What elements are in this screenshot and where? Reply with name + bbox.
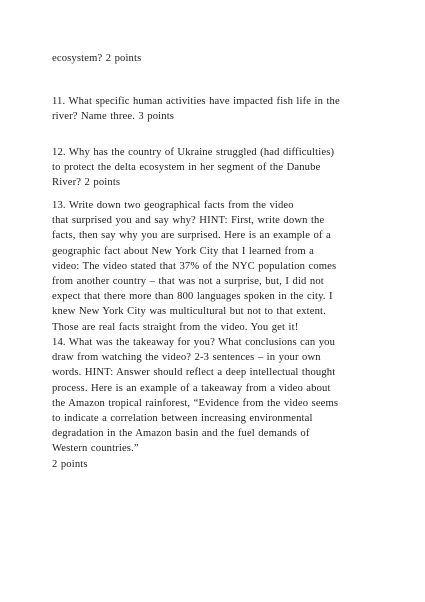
- text-line: facts, then say why you are surprised. Here is an example of a: [52, 230, 331, 242]
- question-10-ending: [52, 51, 382, 66]
- text-line: river? Name three. 3 points: [52, 111, 175, 123]
- text-line: expect that there more than 800 languages spoken in the city. I: [52, 291, 333, 303]
- question-11: [52, 94, 382, 124]
- text-line: draw from watching the video? 2-3 sentences – in your own: [52, 352, 321, 364]
- text-line: geographic fact about New York City that I learned from a: [52, 245, 314, 257]
- text-line: that surprised you and say why? HINT: First, write down the: [52, 215, 325, 227]
- text-line: to protect the delta ecosystem in her segment of the Danube: [52, 162, 321, 174]
- text-line: process. Here is an example of a takeaway from a video about: [52, 382, 331, 394]
- text-line: River? 2 points: [52, 177, 121, 189]
- question-13: [52, 198, 382, 335]
- text-line: 11. What specific human activities have impacted fish life in the: [52, 96, 340, 107]
- text-line: Western countries.”: [52, 443, 139, 455]
- text-line: from another country – that was not a surprise, but, I did not: [52, 276, 324, 288]
- question-14: [52, 335, 382, 472]
- text-line: 14. What was the takeaway for you? What conclusions can you: [52, 337, 336, 348]
- text-line: 13. Write down two geographical facts from the video: [52, 200, 294, 211]
- text-line: the Amazon tropical rainforest, “Evidence from the video seems: [52, 397, 339, 409]
- text-line: video: The video stated that 37% of the NYC population comes: [52, 260, 337, 272]
- text-line: 12. Why has the country of Ukraine struggled (had difficulties): [52, 147, 335, 158]
- text-line: to indicate a correlation between increasing environmental: [52, 413, 313, 425]
- text-line: ecosystem? 2 points: [52, 53, 142, 64]
- text-line: 2 points: [52, 458, 88, 470]
- question-12: [52, 145, 382, 191]
- text-line: Those are real facts straight from the video. You get it!: [52, 321, 299, 333]
- text-line: knew New York City was multicultural but not to that extent.: [52, 306, 326, 318]
- text-line: words. HINT: Answer should reflect a deep intellectual thought: [52, 367, 336, 379]
- text-line: degradation in the Amazon basin and the fuel demands of: [52, 428, 310, 440]
